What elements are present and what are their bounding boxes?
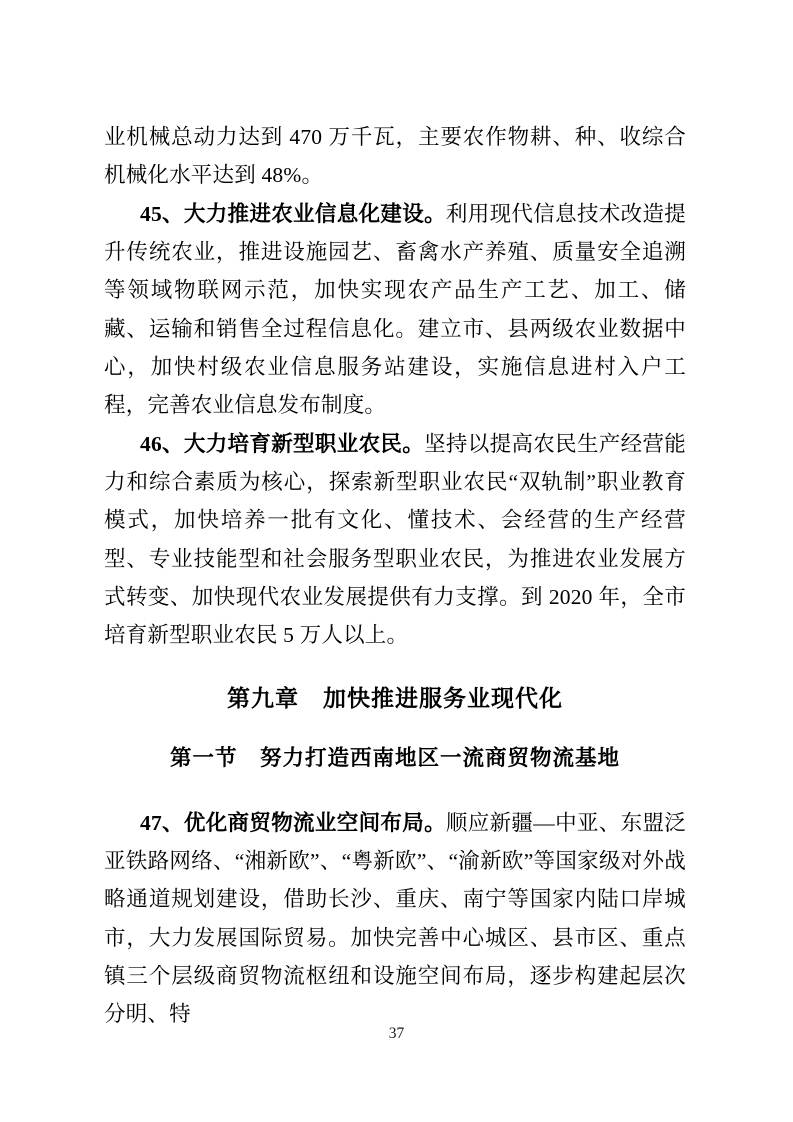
paragraph-item-46-new-professional-farmers bbox=[104, 425, 686, 655]
paragraph-item-45-agriculture-informatization bbox=[104, 195, 686, 425]
document-body bbox=[104, 118, 686, 1034]
chapter-9-heading: 第九章 加快推进服务业现代化 bbox=[227, 684, 563, 711]
paragraph-item-47-commerce-logistics-layout bbox=[104, 804, 686, 1034]
paragraph-agricultural-machinery-continuation bbox=[104, 118, 686, 195]
item-46-heading: 46、大力培育新型职业农民。 bbox=[140, 431, 425, 456]
item-47-heading: 47、优化商贸物流业空间布局。 bbox=[140, 810, 446, 835]
page-footer bbox=[0, 1022, 793, 1046]
paragraph-text: 业机械总动力达到 470 万千瓦，主要农作物耕、种、收综合机械化水平达到 48%。 bbox=[104, 125, 686, 188]
item-45-heading: 45、大力推进农业信息化建设。 bbox=[140, 201, 446, 226]
item-45-body-text: 利用现代信息技术改造提升传统农业，推进设施园艺、畜禽水产养殖、质量安全追溯等领域物联网示范，加快实现农产品生产工艺、加工、储藏、运输和销售全过程信息化。建立市、县两级农业数据中心，加快村级农业信息服务站建设，实施信息进村入户工程，完善农业信息发布制度。 bbox=[104, 201, 686, 418]
item-47-body-text: 顺应新疆—中亚、东盟泛亚铁路网络、“湘新欧”、“粤新欧”、“渝新欧”等国家级对外战略通道规划建设，借助长沙、重庆、南宁等国家内陆口岸城市，大力发展国际贸易。加快完善中心城区、县市区、重点镇三个层级商贸物流枢纽和设施空间布局，逐步构建起层次分明、特 bbox=[104, 810, 686, 1027]
section-1-heading: 第一节 努力打造西南地区一流商贸物流基地 bbox=[169, 745, 620, 770]
page-number: 37 bbox=[388, 1025, 405, 1042]
item-46-body-text: 坚持以提高农民生产经营能力和综合素质为核心，探索新型职业农民“双轨制”职业教育模式，加快培养一批有文化、懂技术、会经营的生产经营型、专业技能型和社会服务型职业农民，为推进农业发展方式转变、加快现代农业发展提供有力支撑。到 2020 年，全市培育新型职业农民 5 万人以上。 bbox=[104, 431, 686, 648]
